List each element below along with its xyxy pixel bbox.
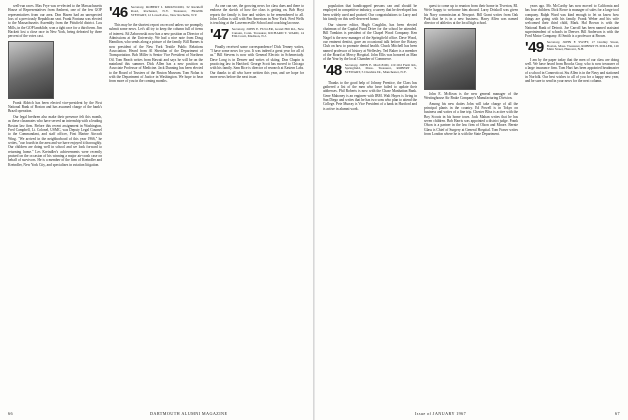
class-heading [210,25,304,43]
photo-caption: John E. McKean is the new general manager of the Westinghouse Air Brake Company's Manufacturing Division. [424,91,518,101]
class-secretary: Secretary, ROBERT I. KIRKWOOD, 32 Rackleff Road, Rochester, N.Y. Treasurer, FRANK STEWART, 12 Lowell Ave., New Rochelle, N.Y. [130,5,203,17]
column-text: As one can see, the growing news for class dues and there to endorse the sketch of how the class is getting on. Bob Hoyt reports the family is fine and wishes to be remembered to all. John Collins is still with Pan American in New York. Fred Wells is teaching at the Lawrenceville School and coaching lacrosse. [210,4,304,26]
right-column-2 [424,4,518,398]
class-year: '48 [323,61,342,79]
column-text: Finally received some correspondence! Dick Tenney writes, "I have some news for you. It was indeed a great year for all of us." Bill Stevens is now with General Electric in Schenectady. Dave Long is in Denver and writes of skiing. Don Chapin is practicing law in Hartford. George Scott has moved to Chicago with his family. Sam Rice is director of research at Eastern Labs. Our thanks to all who have written this year, and we hope for more news before the next issue. [210,44,304,80]
column-text: population that handicapped persons can and should be employed in competitive industry, a survey that he developed has been widely used and praised. Our congratulations to Larry and his family on this well-deserved honor. [323,4,417,22]
left-page [0,0,313,420]
right-page [315,0,628,420]
photo-caption: Frank Aldrich has been elected vice-president by the First National Bank of Boston and has assumed charge of the bank's Brazil operation. [8,100,102,114]
class-year: '46 [109,4,128,21]
right-column-1 [323,4,417,398]
class-secretary: Secretary, JOHN E. FULLER, Grand Hill Rd., New Canaan, Conn. Treasurer, RICHARD T. WARD, 14 Elm Court, Madison, N.J. [231,26,304,39]
portrait-photo [8,41,54,99]
portrait-photo [424,28,476,90]
class-heading [109,6,203,20]
column-text: Among his new duties John will take charge of all the principal plants in the country. Ed Powell is in Tokyo on business and writes of a fine trip. Chester Bliss is active with the Boy Scouts in his home town. Jack Mahan writes that he has seven children. Bob Harris was appointed a district judge. Frank Olson is a partner in the law firm of Olson and Moore. Bernie Glass is Chief of Surgery at General Hospital. Tom Fraser writes from London where he is with the State Department. [424,101,518,136]
footer-title: Issue of JANUARY 1967 [415,411,467,416]
column-text: years ago. Mr. McCarthy has now moved to California and has four children. Dick Rowe is manager of sales for a large tool company. Ralph Ward was kind enough to let us know how things are going with his family. Frank Weber and his wife welcomed their third child, Mark. Hal Brown is with the National Bank of Detroit. Joe Carroll has been named assistant superintendent of schools in Denver. Bill Anderson is with the Ford Motor Company. Al Smith is a professor at Brown. [525,4,619,39]
column-text: quest to come up to reunion from their home in Tiverton, RI. We're happy to welcome him aboard. Larry Driskoll was given his Navy commission at Newport. Bill Grant writes from Oak Park that he is in a new business. Harry Allen was named director of athletics at the local high school. [424,4,518,26]
column-text: This may be the shortest report on record unless we promptly submit some news. Let's all try to keep the column full of items of interest. Ed Zaborowski now has a new position as Director of Admissions at the University. We had a nice note from Doug Hamilton, who sends along a picture of the family. Bill Barnes is now president of the New York Textile Public Relations Association. Heard from Al Sheridan of the Department of Transportation. Bob Miller is Senior Vice President of Northern Oil. Tom Beach writes from Hawaii and says he will be on the mainland this summer. Dick Allen has a new position as Associate Professor of Medicine. Jack Dunning has been elected to the Board of Trustees of the Boston Museum. Tom Nolan is with the Department of Justice in Washington. We hope to hear from more of you in the coming months. [109,23,203,84]
right-column-3 [525,4,619,398]
column-text: Our legal brethren also make their presence felt this month, as these classmates who have served an internship with a leading Boston law firm. Before this recent assignment in Washington, Fred Campbell, Lt. Colonel, USMC, was Deputy Legal Counsel to the Commandant, and staff officer, First Marine Aircraft Wing. "We arrived in the neighborhood of this year 1966," he writes, "our fourth in the area and we have enjoyed it thoroughly. Our children are doing well in school and we look forward to returning home." Les Kreindler's achievements were recently praised on the occasion of his winning a major air-crash case on behalf of survivors. He is a member of the firm of Kreindler and Kreindler, New York City, and specializes in aviation litigation. [8,114,102,167]
footer-title: DARTMOUTH ALUMNI MAGAZINE [150,411,228,416]
class-secretary: Secretary, JOHN E. MacLEOD, 119 Old Farm Rd., Springfield, Mass. Treasurer, ROBERT S. STEWART, 5 Cheshire Dr., Manchester, N.Y. [344,62,417,75]
page-number: 66 [8,411,13,416]
left-column-1 [8,4,102,398]
class-heading [323,61,417,79]
column-text: Thanks to the good help of Johnny Prentice, the Class has gathered a list of the men who have failed to update their addresses. Phil Roberts is now with the Chase Manhattan Bank. Gene Mahoney is an engineer with IBM. Walt Hayes is living in San Diego and writes that he has two sons who plan to attend the College. Pete Murray is Vice President of a bank in Hartford and is active in alumni work. [323,80,417,111]
column-text: well-run races. Max Frye was re-elected to the Massachusetts House of Representatives from Amherst, one of the few GOP representatives from our area. Don Hazen had an unexpected loss of a previously Republican seat. Frank Fontana was elected to the Massachusetts Assembly from the Pittsfield district. Lou Mills, in the GOP landslide, won a tight race for a third term. Jim Hackett lost a close race in New York, being defeated by three percent of the votes cast. [8,4,102,39]
page-number: 67 [615,411,620,416]
left-column-2 [109,4,203,398]
column-text: Our sincere editor, Hugh Coughlin, has been elected chairman of the Capital Fund Drive for the school he attended. Bill Tomkins is president of the Chapel Wood Company. Ken Nagel is the new manager of the Springfield office. Dave Wood, our eminent dentist, gave an occasional talk before the Rotary Club on how to promote dental health. Chuck Mitchell has been named professor of history at Wellesley. Ted Baker is a member of the Board at Mercy Hospital. John Ellis was honored as Man of the Year by the local Chamber of Commerce. [323,22,417,62]
class-year: '47 [210,25,229,43]
class-heading [525,38,619,56]
left-column-3 [210,4,304,398]
column-text: I am by the paper today that the men of our class are doing well. We have heard from Brooks Gray, who is now treasurer of a large insurance firm. Tom Hart has been appointed headmaster of a school in Connecticut. Stu Allen is in the Navy and stationed in Norfolk. Our best wishes to all of you for a happy new year, and be sure to send in your news for the next column. [525,57,619,84]
class-secretary: Secretary, JOHN F. SWIFT, 17 Lindley Street, Boston, Mass. Treasurer, ROBERT H. MILLER, 120 Main Street, Hanover, N.H. [546,39,619,52]
class-year: '49 [525,38,544,56]
